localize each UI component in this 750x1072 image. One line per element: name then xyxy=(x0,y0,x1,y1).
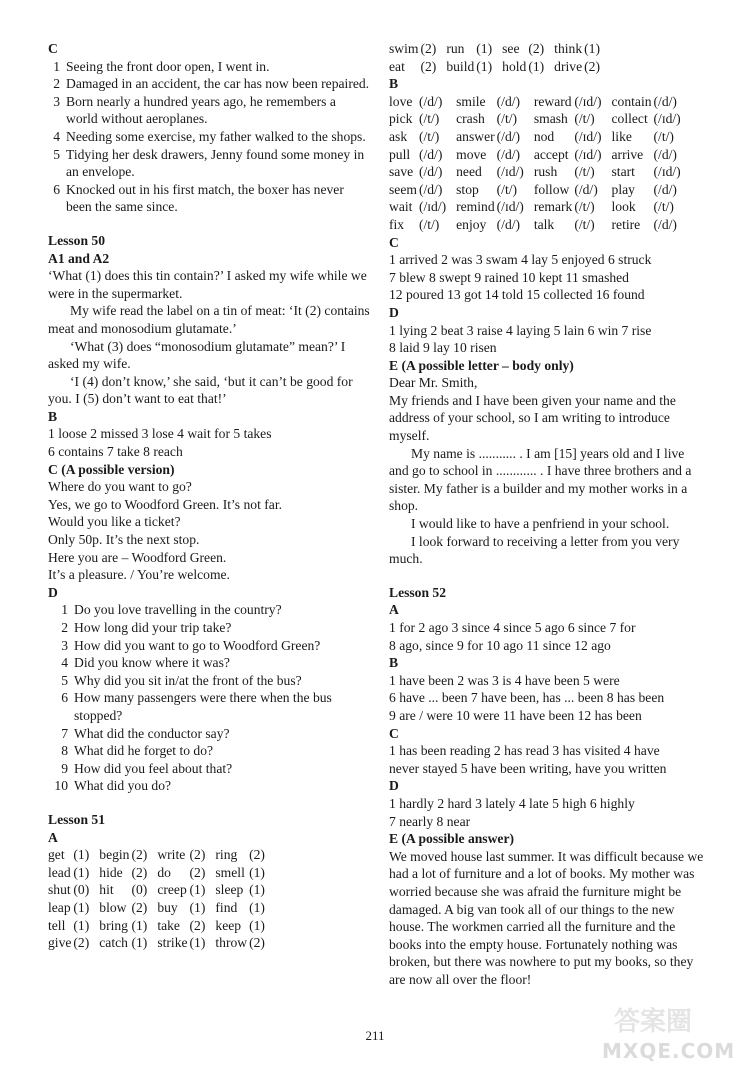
code-cell: (2) xyxy=(420,41,437,56)
code-cell: (/ɪd/) xyxy=(496,199,524,215)
code-cell: (1) xyxy=(131,917,148,933)
code-cell: (/d/) xyxy=(653,181,677,197)
answer-line: Yes, we go to Woodford Green. It’s not far. xyxy=(48,496,282,512)
list-item: 9 How did you feel about that? xyxy=(61,760,233,776)
word-cell: stop xyxy=(456,181,479,197)
word-cell: see xyxy=(502,41,520,56)
code-cell: (/ɪd/) xyxy=(574,146,602,162)
code-cell: (/t/) xyxy=(418,111,440,127)
watermark-cn: 答案圈 xyxy=(614,1007,693,1037)
code-cell: (1) xyxy=(189,935,206,951)
word-cell: bring xyxy=(99,917,128,933)
list-item: 4 Did you know where it was? xyxy=(61,655,230,671)
code-cell: (1) xyxy=(249,864,265,880)
code-cell: (2) xyxy=(249,847,265,863)
word-cell: give xyxy=(48,935,72,951)
code-cell: (2) xyxy=(528,41,545,56)
word-cell: begin xyxy=(99,847,130,863)
code-cell: (1) xyxy=(249,899,265,915)
code-cell: (/ɪd/) xyxy=(653,111,681,127)
table-row xyxy=(389,146,691,164)
code-cell: (1) xyxy=(249,917,265,933)
answer-line: 12 poured 13 got 14 told 15 collected 16 found xyxy=(389,287,645,303)
code-cell: (/t/) xyxy=(653,128,674,144)
list-item: 1 Do you love travelling in the country? xyxy=(61,602,282,618)
code-cell: (/d/) xyxy=(653,216,677,232)
answer-line: never stayed 5 have been writing, have you written xyxy=(389,760,667,776)
section-heading: B xyxy=(48,408,58,424)
list-item: 10 What did you do? xyxy=(54,778,172,794)
left-column xyxy=(48,40,370,952)
code-cell: (2) xyxy=(189,847,206,863)
word-cell: sleep xyxy=(215,882,244,898)
code-cell: (1) xyxy=(73,899,90,915)
word-cell: leap xyxy=(48,899,71,915)
code-cell: (/ɪd/) xyxy=(496,164,524,180)
letter-paragraph: My friends and I have been given your name and the address of your school, so I am writing to introduce myself. xyxy=(389,392,676,444)
answer-line: 7 nearly 8 near xyxy=(389,813,471,829)
code-cell: (/d/) xyxy=(653,93,677,109)
code-cell: (2) xyxy=(131,847,148,863)
table-row xyxy=(389,58,610,76)
answer-line: 8 laid 9 lay 10 risen xyxy=(389,340,497,356)
answer-line: 1 lying 2 beat 3 raise 4 laying 5 lain 6 win 7 rise xyxy=(389,322,652,338)
answer-line: 1 loose 2 missed 3 lose 4 wait for 5 takes xyxy=(48,426,272,442)
table-row xyxy=(389,181,691,199)
paragraph: ‘What (3) does “monosodium glutamate” mean?’ I asked my wife. xyxy=(48,338,346,372)
word-cell: reward xyxy=(533,93,572,109)
word-cell: smile xyxy=(456,93,486,109)
word-cell: eat xyxy=(389,58,405,74)
word-cell: keep xyxy=(215,917,242,933)
word-cell: tell xyxy=(48,917,66,933)
section-heading: E (A possible letter – body only) xyxy=(389,357,574,373)
list-item: 5 Why did you sit in/at the front of the bus? xyxy=(61,672,302,688)
code-cell: (/t/) xyxy=(574,164,595,180)
verb-table xyxy=(389,40,610,75)
letter-paragraph: My name is ........... . I am [15] years old and I live and go to school in ............ . I have three brothers and a sister. My father is a builder and my mother works in a shop. xyxy=(389,445,692,514)
word-cell: ask xyxy=(389,128,408,144)
section-heading: D xyxy=(389,778,399,794)
word-cell: nod xyxy=(533,128,555,144)
answer-line: 1 for 2 ago 3 since 4 since 5 ago 6 since 7 for xyxy=(389,620,636,635)
code-cell: (/d/) xyxy=(496,146,521,162)
word-cell: smash xyxy=(533,111,568,127)
code-cell: (/ɪd/) xyxy=(418,199,447,215)
answer-line: 1 has been reading 2 has read 3 has visited 4 have xyxy=(389,743,660,759)
word-cell: love xyxy=(389,93,413,109)
watermark-en: MXQE.COM xyxy=(602,1039,736,1063)
code-cell: (2) xyxy=(249,935,265,951)
letter-paragraph: I look forward to receiving a letter from you very much. xyxy=(389,533,680,567)
word-cell: hold xyxy=(502,58,527,74)
word-cell: build xyxy=(446,58,475,74)
numbered-list xyxy=(48,58,370,216)
code-cell: (1) xyxy=(476,41,493,56)
code-cell: (2) xyxy=(189,917,206,933)
answer-line: 6 contains 7 take 8 reach xyxy=(48,444,183,460)
word-cell: remind xyxy=(456,199,495,215)
table-row xyxy=(48,934,275,952)
page-number: 211 xyxy=(365,1028,385,1043)
section-heading: C (A possible version) xyxy=(48,461,175,477)
section-heading: C xyxy=(389,234,399,250)
word-cell: get xyxy=(48,847,65,863)
word-cell: seem xyxy=(389,181,417,197)
answer-line: 1 have been 2 was 3 is 4 have been 5 were xyxy=(389,672,620,688)
word-cell: strike xyxy=(157,935,188,951)
section-heading: B xyxy=(389,76,399,92)
code-cell: (/ɪd/) xyxy=(653,164,681,180)
section-heading: C xyxy=(389,725,399,741)
list-item: 3 How did you want to go to Woodford Green? xyxy=(61,637,321,653)
answer-line: 1 hardly 2 hard 3 lately 4 late 5 high 6 highly xyxy=(389,795,635,811)
list-item: 8 What did he forget to do? xyxy=(61,743,214,759)
word-cell: catch xyxy=(99,935,128,951)
table-row xyxy=(389,128,691,146)
code-cell: (/t/) xyxy=(496,111,518,127)
list-item: 2 How long did your trip take? xyxy=(61,620,232,635)
word-cell: rush xyxy=(533,164,558,180)
code-cell: (/d/) xyxy=(653,146,677,162)
code-cell: (/t/) xyxy=(574,216,595,232)
list-item: 6 Knocked out in his first match, the boxer has never been the same since. xyxy=(53,181,344,215)
word-cell: arrive xyxy=(611,146,644,162)
code-cell: (2) xyxy=(420,58,437,74)
numbered-list xyxy=(48,601,370,795)
word-cell: save xyxy=(389,164,414,180)
lesson-50-title: Lesson 50 xyxy=(48,232,106,248)
word-cell: remark xyxy=(533,199,573,215)
code-cell: (/t/) xyxy=(574,111,595,127)
section-heading: D xyxy=(389,304,399,320)
answer-paragraph: We moved house last summer. It was difficult because we had a lot of furniture and a lot of books. My mother was worried because she was afraid the furniture might be damaged. A big van took all of our things to the new house. The workmen carried all the furniture and the books into the empty house. Fortunately nothing was broken, but there was nowhere to put my books, so they are now all over the floor! xyxy=(389,848,704,987)
word-cell: enjoy xyxy=(456,216,487,232)
word-cell: crash xyxy=(456,111,485,127)
word-cell: throw xyxy=(215,935,248,951)
word-cell: pull xyxy=(389,146,411,162)
code-cell: (1) xyxy=(189,899,206,915)
word-cell: need xyxy=(456,164,482,180)
section-heading: A1 and A2 xyxy=(48,250,110,266)
letter-salutation: Dear Mr. Smith, xyxy=(389,375,478,391)
table-row xyxy=(48,917,275,935)
table-row xyxy=(389,163,691,181)
word-cell: smell xyxy=(215,864,245,880)
word-cell: collect xyxy=(611,111,648,127)
code-cell: (/t/) xyxy=(496,181,518,197)
table-row xyxy=(389,110,691,128)
code-cell: (2) xyxy=(131,899,148,915)
table-row xyxy=(48,864,275,882)
code-cell: (/ɪd/) xyxy=(574,128,602,144)
word-cell: play xyxy=(611,181,635,197)
lesson-51-title: Lesson 51 xyxy=(48,811,106,827)
word-cell: accept xyxy=(533,146,569,162)
code-cell: (/d/) xyxy=(496,93,521,109)
code-cell: (/d/) xyxy=(574,181,598,197)
table-row xyxy=(389,93,691,111)
word-cell: follow xyxy=(533,181,570,197)
code-cell: (/t/) xyxy=(574,199,595,215)
table-row xyxy=(389,40,610,58)
letter-paragraph: I would like to have a penfriend in your school. xyxy=(411,516,670,532)
word-cell: buy xyxy=(157,899,178,915)
code-cell: (2) xyxy=(584,58,600,74)
table-row xyxy=(48,846,275,864)
code-cell: (2) xyxy=(73,935,90,951)
answer-line: Only 50p. It’s the next stop. xyxy=(48,532,200,548)
word-cell: do xyxy=(157,864,171,880)
word-cell: hide xyxy=(99,864,123,880)
word-cell: take xyxy=(157,917,180,933)
list-item: 7 What did the conductor say? xyxy=(61,725,230,741)
answer-line: It’s a pleasure. / You’re welcome. xyxy=(48,567,230,583)
paragraph: ‘I (4) don’t know,’ she said, ‘but it can’t be good for you. I (5) don’t want to eat that!’ xyxy=(48,373,353,407)
code-cell: (/t/) xyxy=(653,199,674,215)
word-cell: contain xyxy=(611,93,652,109)
answer-line: 7 blew 8 swept 9 rained 10 kept 11 smashed xyxy=(389,269,629,285)
word-cell: pick xyxy=(389,111,413,127)
table-row xyxy=(389,198,691,216)
word-cell: blow xyxy=(99,899,127,915)
code-cell: (/t/) xyxy=(418,216,440,232)
word-cell: start xyxy=(611,164,635,180)
code-cell: (2) xyxy=(189,864,206,880)
code-cell: (/d/) xyxy=(418,93,443,109)
section-heading: D xyxy=(48,584,58,600)
code-cell: (1) xyxy=(73,847,90,863)
word-cell: move xyxy=(456,146,487,162)
word-cell: hit xyxy=(99,882,114,898)
answer-line: 9 are / were 10 were 11 have been 12 has been xyxy=(389,707,642,723)
code-cell: (1) xyxy=(73,864,90,880)
word-cell: write xyxy=(157,847,186,863)
list-item: 4 Needing some exercise, my father walked to the shops. xyxy=(53,128,366,144)
answer-line: Here you are – Woodford Green. xyxy=(48,549,227,565)
code-cell: (/d/) xyxy=(418,146,443,162)
table-row xyxy=(389,216,691,234)
lesson-52-title: Lesson 52 xyxy=(389,584,447,600)
word-cell: lead xyxy=(48,864,71,880)
word-cell: like xyxy=(611,128,632,144)
list-item: 1 Seeing the front door open, I went in. xyxy=(53,58,270,74)
word-cell: shut xyxy=(48,882,71,898)
code-cell: (/d/) xyxy=(496,216,521,232)
code-cell: (/d/) xyxy=(496,128,521,144)
paragraph: My wife read the label on a tin of meat: ‘It (2) contains meat and monosodium glutamate.’ xyxy=(48,303,370,336)
code-cell: (/d/) xyxy=(418,164,443,180)
word-cell: retire xyxy=(611,216,641,232)
pronunciation-table xyxy=(389,93,691,234)
watermark-logo xyxy=(594,1000,744,1066)
table-row xyxy=(48,899,275,917)
section-heading: B xyxy=(389,655,399,671)
list-item: 2 Damaged in an accident, the car has now been repaired. xyxy=(53,76,370,92)
right-column xyxy=(389,40,707,988)
answer-line: 8 ago, since 9 for 10 ago 11 since 12 ago xyxy=(389,637,611,653)
word-cell: creep xyxy=(157,882,187,898)
code-cell: (0) xyxy=(131,882,148,898)
section-heading: C xyxy=(48,41,58,56)
word-cell: swim xyxy=(389,41,419,56)
word-cell: wait xyxy=(389,199,413,215)
word-cell: drive xyxy=(554,58,583,74)
section-heading: A xyxy=(48,829,58,845)
code-cell: (1) xyxy=(73,917,90,933)
code-cell: (1) xyxy=(189,882,206,898)
answer-line: 6 have ... been 7 have been, has ... been 8 has been xyxy=(389,690,665,706)
list-item: 6 How many passengers were there when the bus stopped? xyxy=(61,690,332,723)
paragraph: ‘What (1) does this tin contain?’ I asked my wife while we were in the supermarket. xyxy=(48,268,367,301)
answer-line: 1 arrived 2 was 3 swam 4 lay 5 enjoyed 6 struck xyxy=(389,252,652,268)
answer-line: Where do you want to go? xyxy=(48,479,192,495)
word-cell: find xyxy=(215,899,238,915)
code-cell: (2) xyxy=(131,864,148,880)
verb-table xyxy=(48,846,275,952)
answer-line: Would you like a ticket? xyxy=(48,514,181,530)
word-cell: talk xyxy=(533,216,555,232)
word-cell: answer xyxy=(456,128,495,144)
code-cell: (0) xyxy=(73,882,90,898)
word-cell: think xyxy=(554,41,583,56)
word-cell: run xyxy=(446,41,465,56)
word-cell: ring xyxy=(215,847,238,863)
code-cell: (1) xyxy=(476,58,493,74)
word-cell: fix xyxy=(389,216,405,232)
code-cell: (1) xyxy=(131,935,148,951)
code-cell: (1) xyxy=(528,58,545,74)
word-cell: look xyxy=(611,199,636,215)
section-heading: A xyxy=(389,602,399,618)
section-heading: E (A possible answer) xyxy=(389,831,514,847)
code-cell: (1) xyxy=(584,41,600,56)
code-cell: (/ɪd/) xyxy=(574,93,602,109)
list-item: 3 Born nearly a hundred years ago, he remembers a world without aeroplanes. xyxy=(53,93,336,127)
code-cell: (1) xyxy=(249,882,265,898)
list-item: 5 Tidying her desk drawers, Jenny found some money in an envelope. xyxy=(53,146,365,180)
code-cell: (/d/) xyxy=(418,181,443,197)
table-row xyxy=(48,881,275,899)
code-cell: (/t/) xyxy=(418,128,440,144)
